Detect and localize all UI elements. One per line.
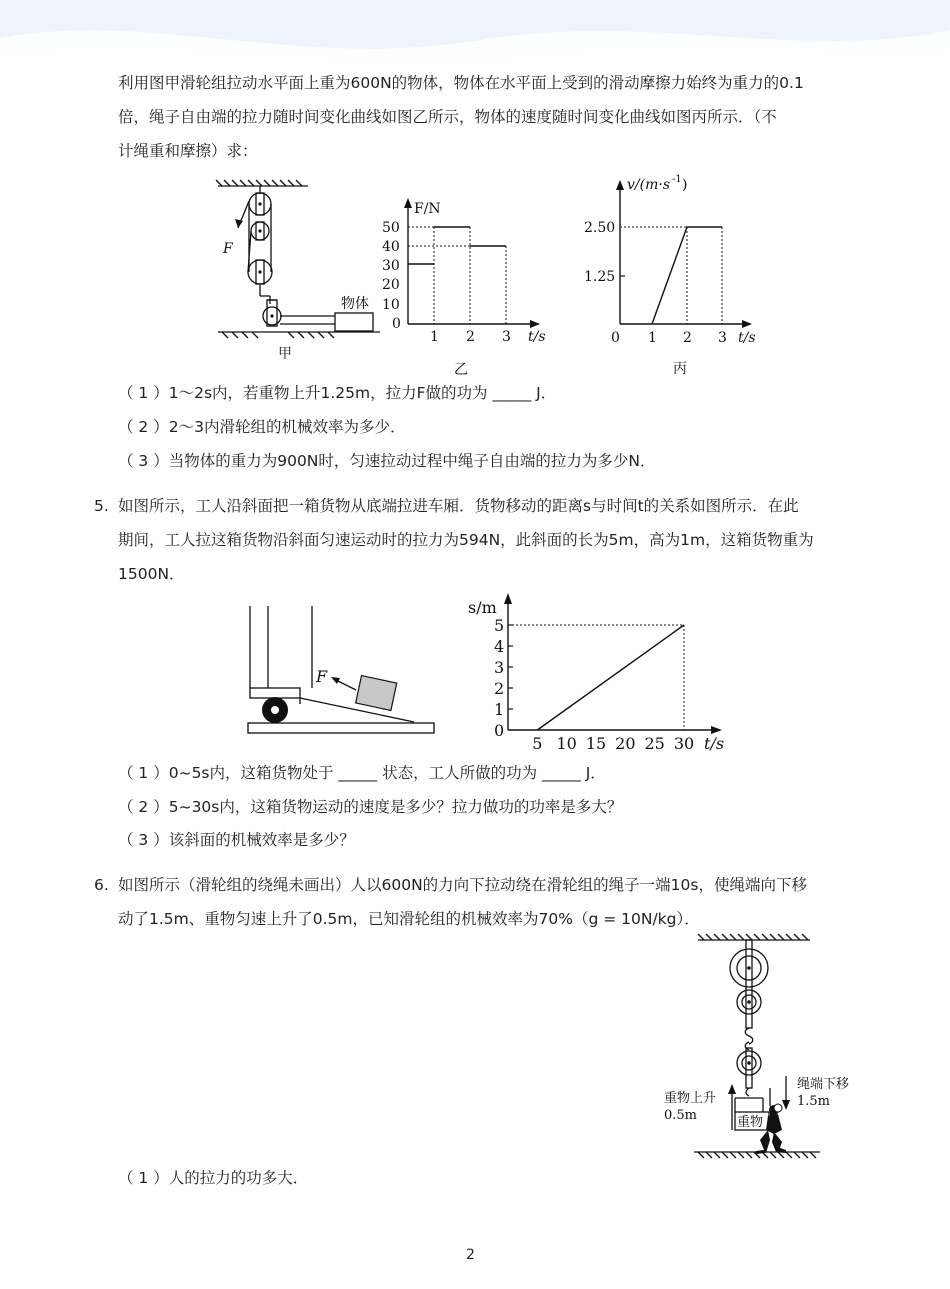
figure-yi-force-time — [378, 196, 548, 382]
figure-pulley-person — [660, 930, 860, 1166]
force-label: F — [223, 241, 233, 257]
yi-xtick: 3 — [502, 329, 511, 345]
p4-question-3: （ 3 ）当物体的重力为900N时，匀速拉动过程中绳子自由端的拉力为多少N． — [118, 452, 656, 470]
st-xtick-label: 30 — [673, 734, 695, 753]
figure-jia-pulley — [210, 176, 400, 368]
header-wave-decoration — [0, 0, 950, 70]
p6-question-1: （ 1 ）人的拉力的功多大． — [118, 1169, 309, 1187]
bing-ytick: 2.50 — [584, 220, 616, 236]
bing-ylabel: v/(m·s — [627, 177, 670, 193]
p6-intro-line-2: 动了1.5m、重物匀速上升了0.5m，已知滑轮组的机械效率为70%（g = 10N/kg）． — [118, 910, 700, 928]
p6-intro-line-1: 如图所示（滑轮组的绕绳未画出）人以600N的力向下拉动绕在滑轮组的绳子一端10s，使绳端向下移 — [118, 876, 807, 894]
p5-number: 5. — [94, 497, 109, 515]
yi-xtick: 2 — [466, 329, 475, 345]
figure-distance-time-chart — [460, 586, 730, 758]
bing-ylabel-sup: -1 — [672, 174, 682, 185]
yi-ytick: 20 — [382, 277, 400, 293]
p5-question-1: （ 1 ）0~5s内，这箱货物处于 _____ 状态，工人所做的功为 _____ J． — [118, 764, 606, 782]
bing-xtick: 2 — [683, 330, 692, 346]
p5-intro-line-1: 如图所示，工人沿斜面把一箱货物从底端拉进车厢．货物移动的距离s与时间t的关系如图所示．在此 — [118, 497, 799, 515]
figure-bing-caption: 丙 — [673, 361, 687, 377]
cargo-box — [356, 676, 397, 711]
figure-bing-velocity-time — [580, 170, 770, 380]
st-xtick-label: 25 — [644, 734, 665, 753]
st-xtick-label: 10 — [556, 734, 577, 753]
figure-jia-caption: 甲 — [278, 346, 292, 362]
p5-question-2: （ 2 ）5~30s内，这箱货物运动的速度是多少？拉力做功的功率是多大？ — [118, 798, 623, 816]
bing-ylabel-end: ) — [682, 177, 688, 193]
movable-hook — [746, 1088, 749, 1096]
yi-xtick: 1 — [430, 329, 439, 345]
p4-question-2: （ 2 ）2～3内滑轮组的机械效率为多少． — [118, 418, 406, 436]
bing-xtick: 3 — [718, 330, 727, 346]
st-xtick-label: 15 — [585, 734, 607, 753]
st-ytick-label: 1 — [494, 700, 505, 719]
st-ytick-label: 2 — [494, 679, 505, 698]
object-label: 物体 — [341, 296, 369, 312]
truck-floor — [250, 688, 300, 698]
figure-slope-truck — [244, 606, 440, 738]
yi-ytick: 0 — [392, 316, 401, 332]
p5-intro-line-3: 1500N． — [118, 565, 185, 583]
st-xtick-label: 5 — [532, 734, 543, 753]
bing-xtick: 0 — [611, 330, 620, 346]
p4-intro-line-2: 倍，绳子自由端的拉力随时间变化曲线如图乙所示，物体的速度随时间变化曲线如图丙所示．（不 — [118, 108, 777, 126]
fixed-hook — [745, 1028, 753, 1044]
p6-number: 6. — [94, 876, 109, 894]
weight-up-label: 重物上升 — [664, 1091, 717, 1106]
fixed-pulley-bracket — [746, 940, 752, 1028]
st-y-arrow — [504, 593, 512, 604]
p5-question-3: （ 3 ）该斜面的机械效率是多少？ — [118, 831, 355, 849]
rope-end-label: 绳端下移 — [797, 1077, 850, 1092]
st-x-arrow — [711, 726, 722, 734]
p5-intro-line-2: 期间，工人拉这箱货物沿斜面匀速运动时的拉力为594N，此斜面的长为5m，高为1m，这箱货物重为 — [118, 531, 814, 549]
ceiling-hatch — [216, 180, 302, 186]
movable-pulley-bracket — [746, 1048, 752, 1088]
page-number: 2 — [466, 1247, 475, 1263]
yi-ytick: 30 — [382, 258, 400, 274]
ground-slab — [248, 723, 434, 733]
bing-xtick: 1 — [648, 330, 657, 346]
st-ylabel: s/m — [468, 598, 497, 617]
yi-ylabel: F/N — [414, 201, 441, 217]
bing-ytick: 1.25 — [584, 269, 616, 285]
yi-ytick: 50 — [382, 220, 400, 236]
st-ytick-label: 4 — [494, 637, 505, 656]
slope-force-label: F — [316, 667, 328, 686]
st-xtick-label: 20 — [615, 734, 636, 753]
yi-ytick: 40 — [382, 239, 400, 255]
p4-intro-line-3: 计绳重和摩擦）求： — [118, 142, 258, 160]
weight-dist-label: 0.5m — [664, 1108, 698, 1123]
st-series-line — [537, 625, 684, 730]
rope-dist-label: 1.5m — [797, 1094, 831, 1109]
yi-xlabel: t/s — [528, 329, 546, 345]
object-box — [335, 313, 373, 331]
p4-intro-line-1: 利用图甲滑轮组拉动水平面上重为600N的物体，物体在水平面上受到的滑动摩擦力始终为重力的0.1 — [118, 74, 804, 92]
p4-question-1: （ 1 ）1～2s内，若重物上升1.25m，拉力F做的功为 _____ J． — [118, 384, 557, 402]
figure-yi-caption: 乙 — [454, 362, 468, 378]
bing-xlabel: t/s — [738, 330, 756, 346]
st-ytick-label: 0 — [494, 721, 505, 740]
st-ytick-label: 3 — [494, 658, 505, 677]
pull-arrow-line — [336, 680, 356, 690]
st-xlabel: t/s — [704, 734, 725, 753]
weight-label: 重物 — [737, 1115, 764, 1130]
st-ytick-label: 5 — [494, 616, 505, 635]
yi-ytick: 10 — [382, 297, 400, 313]
